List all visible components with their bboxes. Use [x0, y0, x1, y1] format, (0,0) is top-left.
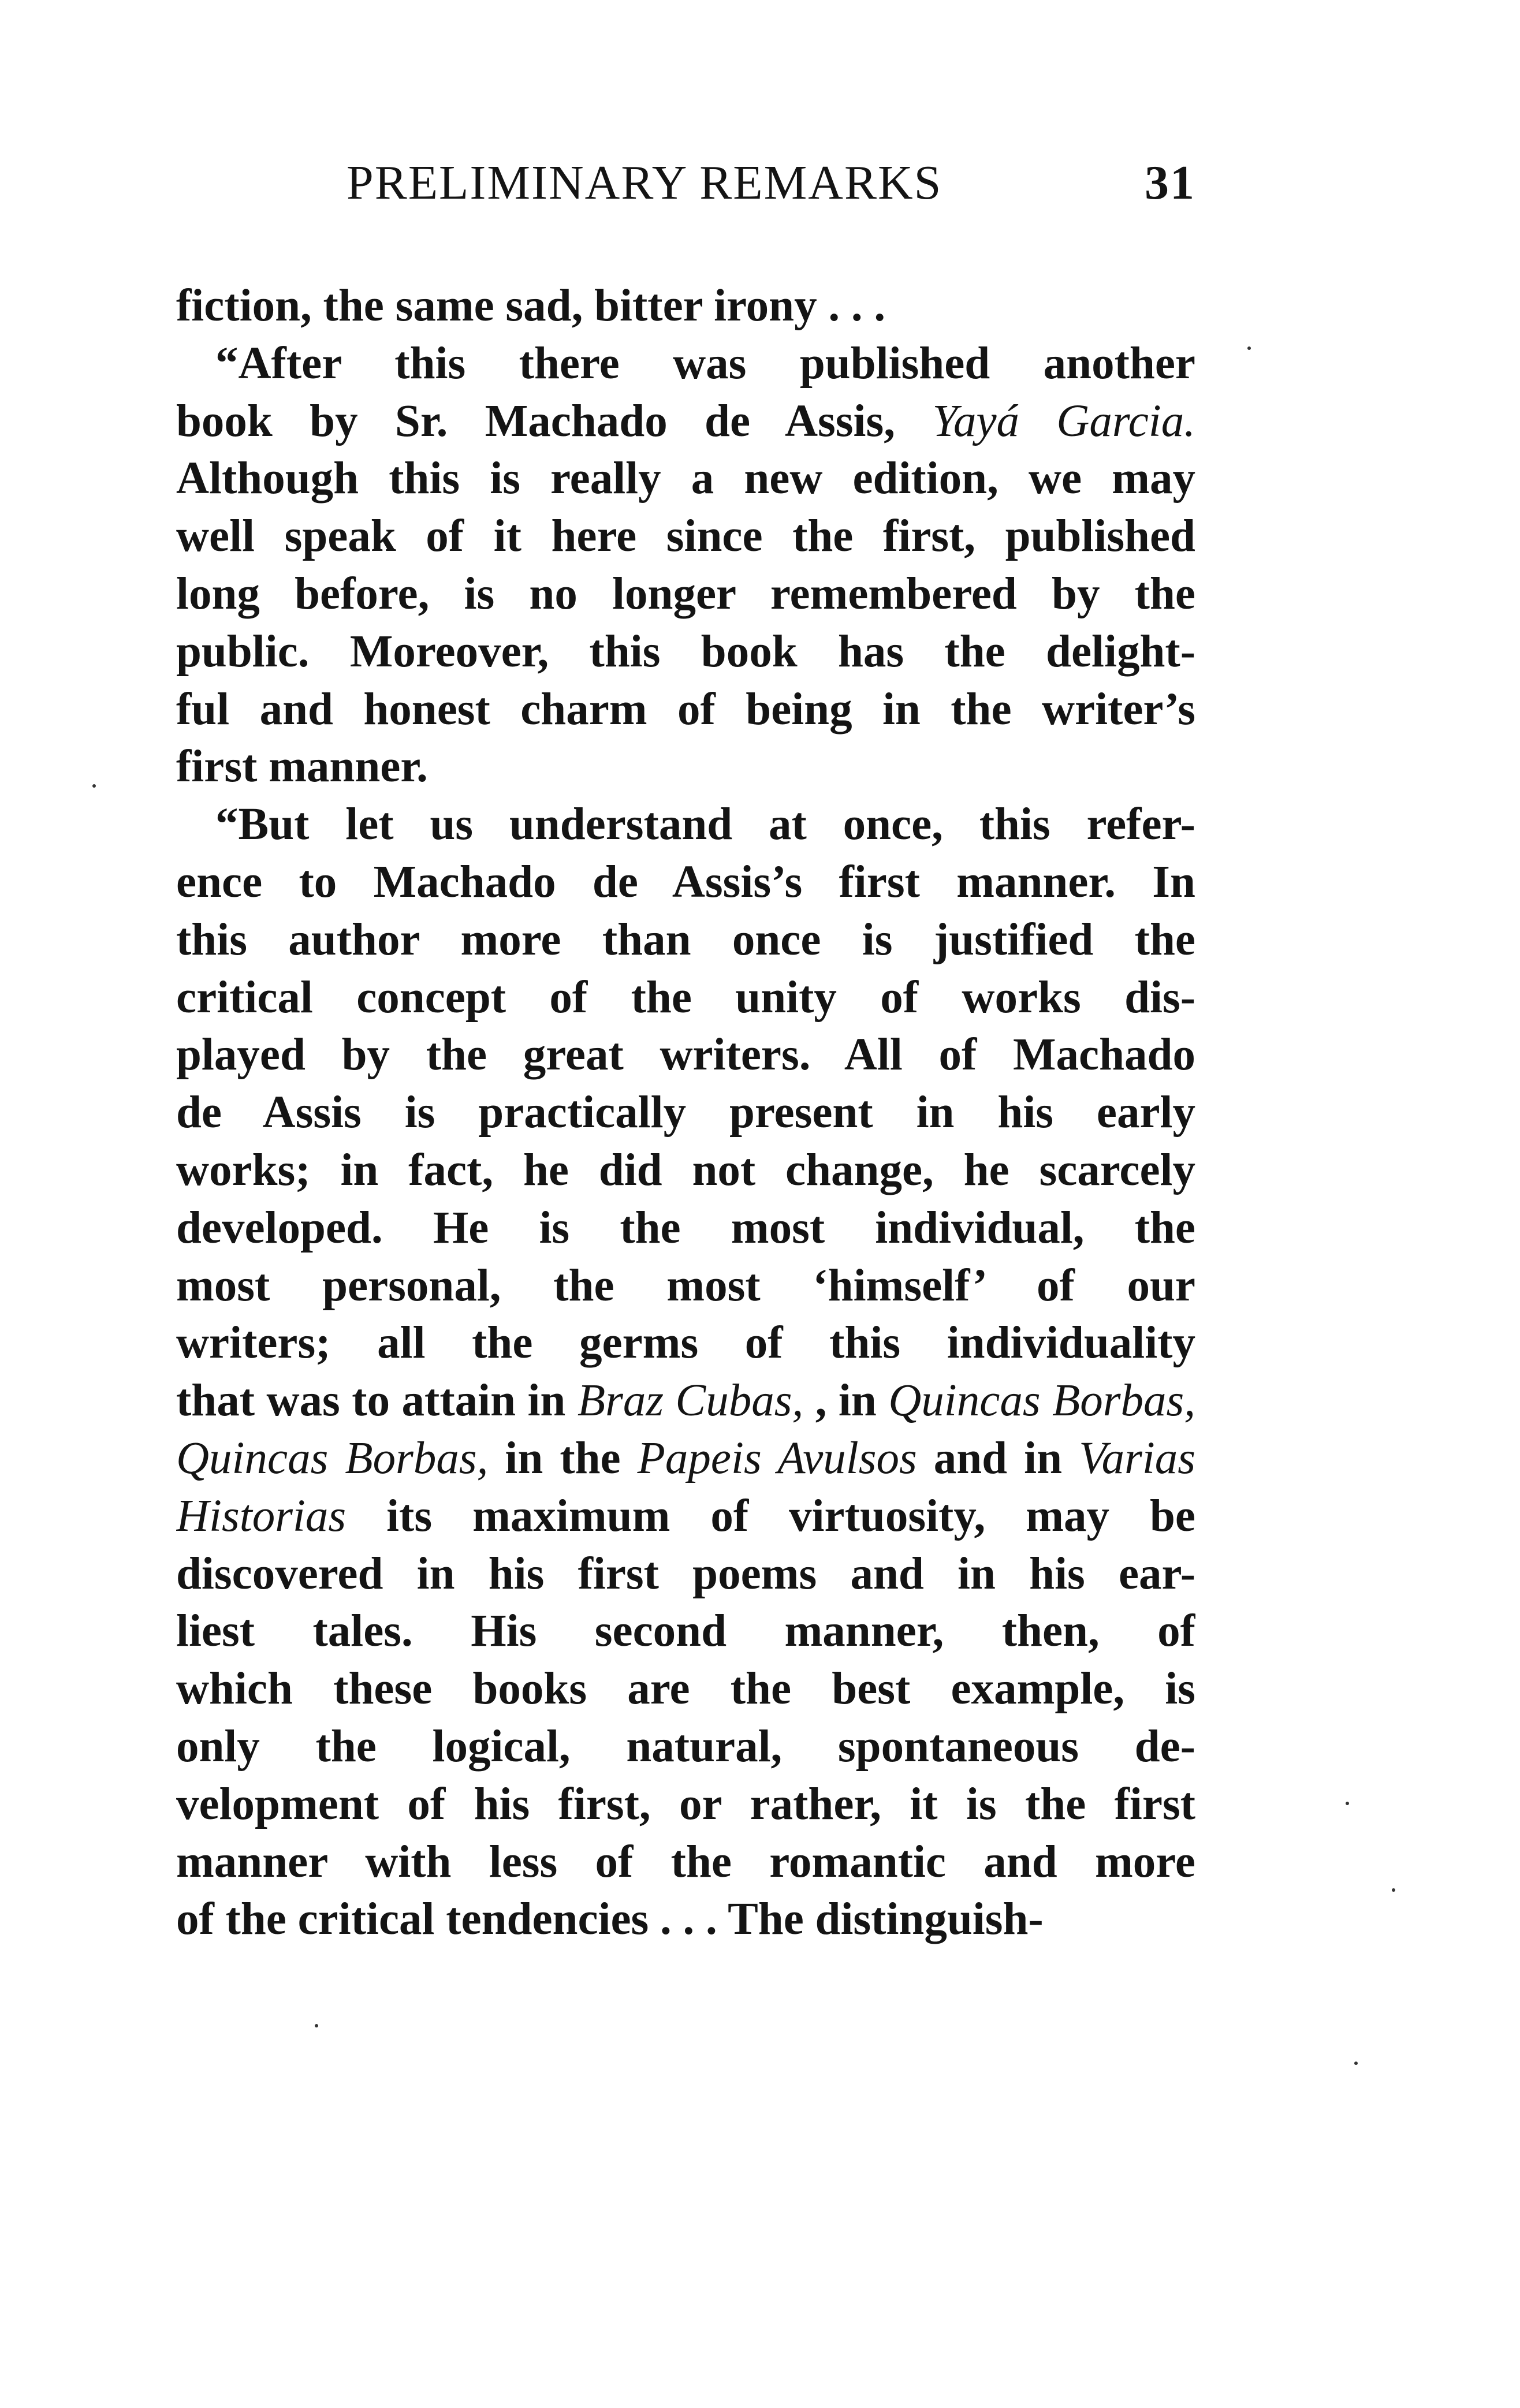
text-line: only the logical, natural, spontaneous de-	[176, 1721, 1195, 1772]
text-line: long before, is no longer remembered by the	[176, 568, 1195, 619]
text-fragment: its maximum of virtuosity, may be	[346, 1490, 1195, 1541]
text-line: works; in fact, he did not change, he scarcely	[176, 1145, 1195, 1195]
text-fragment: , in	[815, 1376, 877, 1426]
text-line: this author more than once is justified the	[176, 914, 1195, 965]
italic-title: Varias	[1079, 1433, 1195, 1483]
running-title: PRELIMINARY REMARKS	[347, 156, 942, 210]
page-number: 31	[1145, 156, 1195, 210]
text-line	[176, 1488, 1195, 1545]
italic-title: Historias	[176, 1490, 347, 1541]
text-line: liest tales. His second manner, then, of	[176, 1606, 1195, 1657]
text-line: developed. He is the most individual, the	[176, 1202, 1195, 1253]
text-line: most personal, the most ‘himself’ of our	[176, 1260, 1195, 1311]
text-line: writers; all the germs of this individuality	[176, 1318, 1195, 1369]
text-line: ence to Machado de Assis’s first manner. In	[176, 856, 1195, 907]
scan-speck	[1346, 1802, 1349, 1805]
italic-title: Braz Cubas,	[577, 1376, 804, 1426]
italic-title: Papeis Avulsos	[637, 1433, 917, 1483]
scan-speck	[315, 2024, 318, 2027]
scan-speck	[92, 784, 96, 788]
text-line: ful and honest charm of being in the writer’s	[176, 684, 1195, 735]
text-line: Although this is really a new edition, we may	[176, 453, 1195, 504]
scan-speck	[1247, 346, 1251, 350]
text-line: critical concept of the unity of works dis-	[176, 972, 1195, 1023]
text-fragment: book by Sr. Machado de Assis,	[176, 396, 933, 446]
text-line	[176, 393, 1195, 450]
running-head	[347, 151, 1195, 215]
text-line: manner with less of the romantic and more	[176, 1836, 1195, 1887]
scan-speck	[1392, 1888, 1395, 1892]
italic-title: Yayá Garcia.	[932, 396, 1195, 446]
italic-title: Quincas Borbas,	[176, 1433, 489, 1483]
text-line: velopment of his first, or rather, it is the first	[176, 1779, 1195, 1829]
text-fragment: in the	[505, 1433, 638, 1483]
text-line: well speak of it here since the first, published	[176, 511, 1195, 562]
text-fragment: and in	[933, 1433, 1063, 1483]
text-line	[176, 1372, 1195, 1430]
italic-title: Quincas Borbas,	[888, 1376, 1195, 1426]
text-line: played by the great writers. All of Machado	[176, 1030, 1195, 1080]
text-line: public. Moreover, this book has the delight-	[176, 626, 1195, 677]
body-text	[176, 277, 1195, 1948]
text-line	[176, 1430, 1195, 1488]
text-line: which these books are the best example, is	[176, 1664, 1195, 1714]
scan-speck	[1354, 2062, 1358, 2065]
text-fragment: that was to attain in	[176, 1376, 578, 1426]
text-line: de Assis is practically present in his early	[176, 1087, 1195, 1138]
text-line: “After this there was published another	[215, 338, 1195, 389]
text-line: “But let us understand at once, this refer-	[215, 799, 1195, 850]
text-line: fiction, the same sad, bitter irony . . .	[176, 281, 886, 331]
text-line: discovered in his first poems and in his ear-	[176, 1548, 1195, 1599]
text-line: first manner.	[176, 741, 428, 792]
text-line: of the critical tendencies . . . The distinguish-	[176, 1894, 1044, 1945]
